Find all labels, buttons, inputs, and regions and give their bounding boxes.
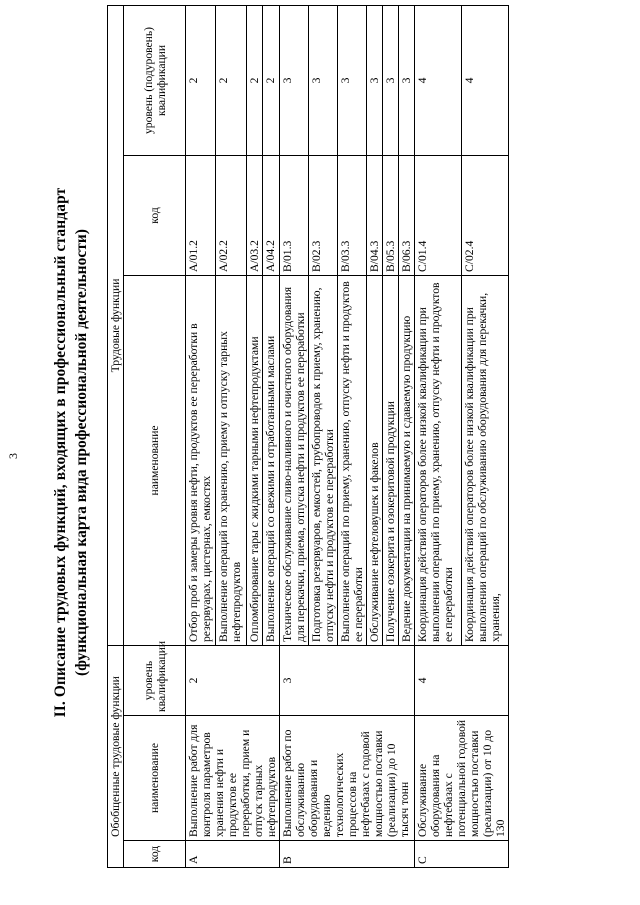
- func-level-cell: 2: [246, 5, 263, 155]
- func-code-cell: A/02.2: [216, 155, 246, 275]
- func-level-cell: 3: [338, 5, 367, 155]
- func-code-cell: B/01.3: [280, 155, 309, 275]
- func-code-cell: C/01.4: [415, 155, 462, 275]
- func-level-cell: 2: [186, 5, 216, 155]
- func-level-cell: 3: [367, 5, 383, 155]
- func-code-cell: B/05.3: [383, 155, 399, 275]
- gen-name-cell: Выполнение работ для контроля параметров хранения нефти и продуктов ее переработки, прием и отпуск тарных нефтепродуктов: [186, 716, 280, 841]
- gen-name-cell: Обслуживание оборудования на нефтебазах с потенциальной годовой мощностью поставки (реализации) от 10 до 130: [415, 716, 509, 841]
- func-name-cell: Координация действий операторов более низкой квалификации при выполнении операций по приему, хранению, отпуску нефти и продуктов ее переработки: [415, 275, 462, 645]
- header-labor-functions: Трудовые функции: [108, 5, 124, 645]
- func-code-cell: B/04.3: [367, 155, 383, 275]
- header-sub-level: уровень (подуровень) квалификации: [124, 5, 186, 155]
- gen-level-cell: 2: [186, 645, 280, 715]
- gen-name-cell: Выполнение работ по обслуживанию оборудования и ведению технологических процессов на нефтебазах с годовой мощностью поставки (реализации) до 10 тысяч тонн: [280, 716, 415, 841]
- func-code-cell: A/01.2: [186, 155, 216, 275]
- func-name-cell: Отбор проб и замеры уровня нефти, продуктов ее переработки в резервуарах, цистернах, емкостях: [186, 275, 216, 645]
- section-title: II. Описание трудовых функций, входящих в профессиональный стандарт: [52, 187, 69, 718]
- func-code-cell: B/03.3: [338, 155, 367, 275]
- table-row: [186, 5, 216, 867]
- section-subtitle: (функциональная карта вида профессиональной деятельности): [73, 229, 90, 676]
- func-level-cell: 4: [415, 5, 462, 155]
- gen-code-cell: B: [280, 841, 415, 868]
- func-level-cell: 3: [280, 5, 309, 155]
- header-name: наименование: [124, 716, 186, 841]
- func-code-cell: B/06.3: [399, 155, 415, 275]
- func-code-cell: A/04.2: [263, 155, 280, 275]
- func-name-cell: Обслуживание нефтеловушек и факелов: [367, 275, 383, 645]
- header-sub-name: наименование: [124, 275, 186, 645]
- func-level-cell: 3: [383, 5, 399, 155]
- gen-level-cell: 3: [280, 645, 415, 715]
- group-header-row: [108, 5, 124, 867]
- func-name-cell: Ведение документации на принимаемую и сдаваемую продукцию: [399, 275, 415, 645]
- func-name-cell: Выполнение операций со свежими и отработанными маслами: [263, 275, 280, 645]
- header-generalized-functions: Обобщенные трудовые функции: [108, 645, 124, 867]
- func-level-cell: 3: [399, 5, 415, 155]
- table-row: [415, 5, 462, 867]
- functional-map-table: [107, 5, 509, 868]
- func-level-cell: 4: [462, 5, 509, 155]
- gen-level-cell: 4: [415, 645, 509, 715]
- func-name-cell: Получение озокерита и озокеритовой продукции: [383, 275, 399, 645]
- page-number: 3: [6, 453, 20, 459]
- func-name-cell: Координация действий операторов более низкой квалификации при выполнении операций по обслуживанию оборудования для перекачки, хранения,: [462, 275, 509, 645]
- column-header-row: [124, 5, 186, 867]
- func-name-cell: Техническое обслуживание сливо-наливного и очистного оборудования для перекачки, приема, отпуска нефти и продуктов ее переработки: [280, 275, 309, 645]
- gen-code-cell: C: [415, 841, 509, 868]
- func-name-cell: Подготовка резервуаров, емкостей, трубопроводов к приему, хранению, отпуску нефти и продуктов ее переработки: [309, 275, 338, 645]
- func-name-cell: Выполнение операций по приему, хранению, отпуску нефти и продуктов ее переработки: [338, 275, 367, 645]
- func-code-cell: C/02.4: [462, 155, 509, 275]
- header-code: код: [124, 841, 186, 868]
- func-code-cell: B/02.3: [309, 155, 338, 275]
- func-level-cell: 3: [309, 5, 338, 155]
- func-name-cell: Выполнение операций по хранению, приему и отпуску тарных нефтепродуктов: [216, 275, 246, 645]
- func-name-cell: Опломбирование тары с жидкими тарными нефтепродуктами: [246, 275, 263, 645]
- header-level: уровень квалификации: [124, 645, 186, 715]
- table-row: [280, 5, 309, 867]
- func-level-cell: 2: [263, 5, 280, 155]
- func-level-cell: 2: [216, 5, 246, 155]
- gen-code-cell: A: [186, 841, 280, 868]
- header-sub-code: код: [124, 155, 186, 275]
- func-code-cell: A/03.2: [246, 155, 263, 275]
